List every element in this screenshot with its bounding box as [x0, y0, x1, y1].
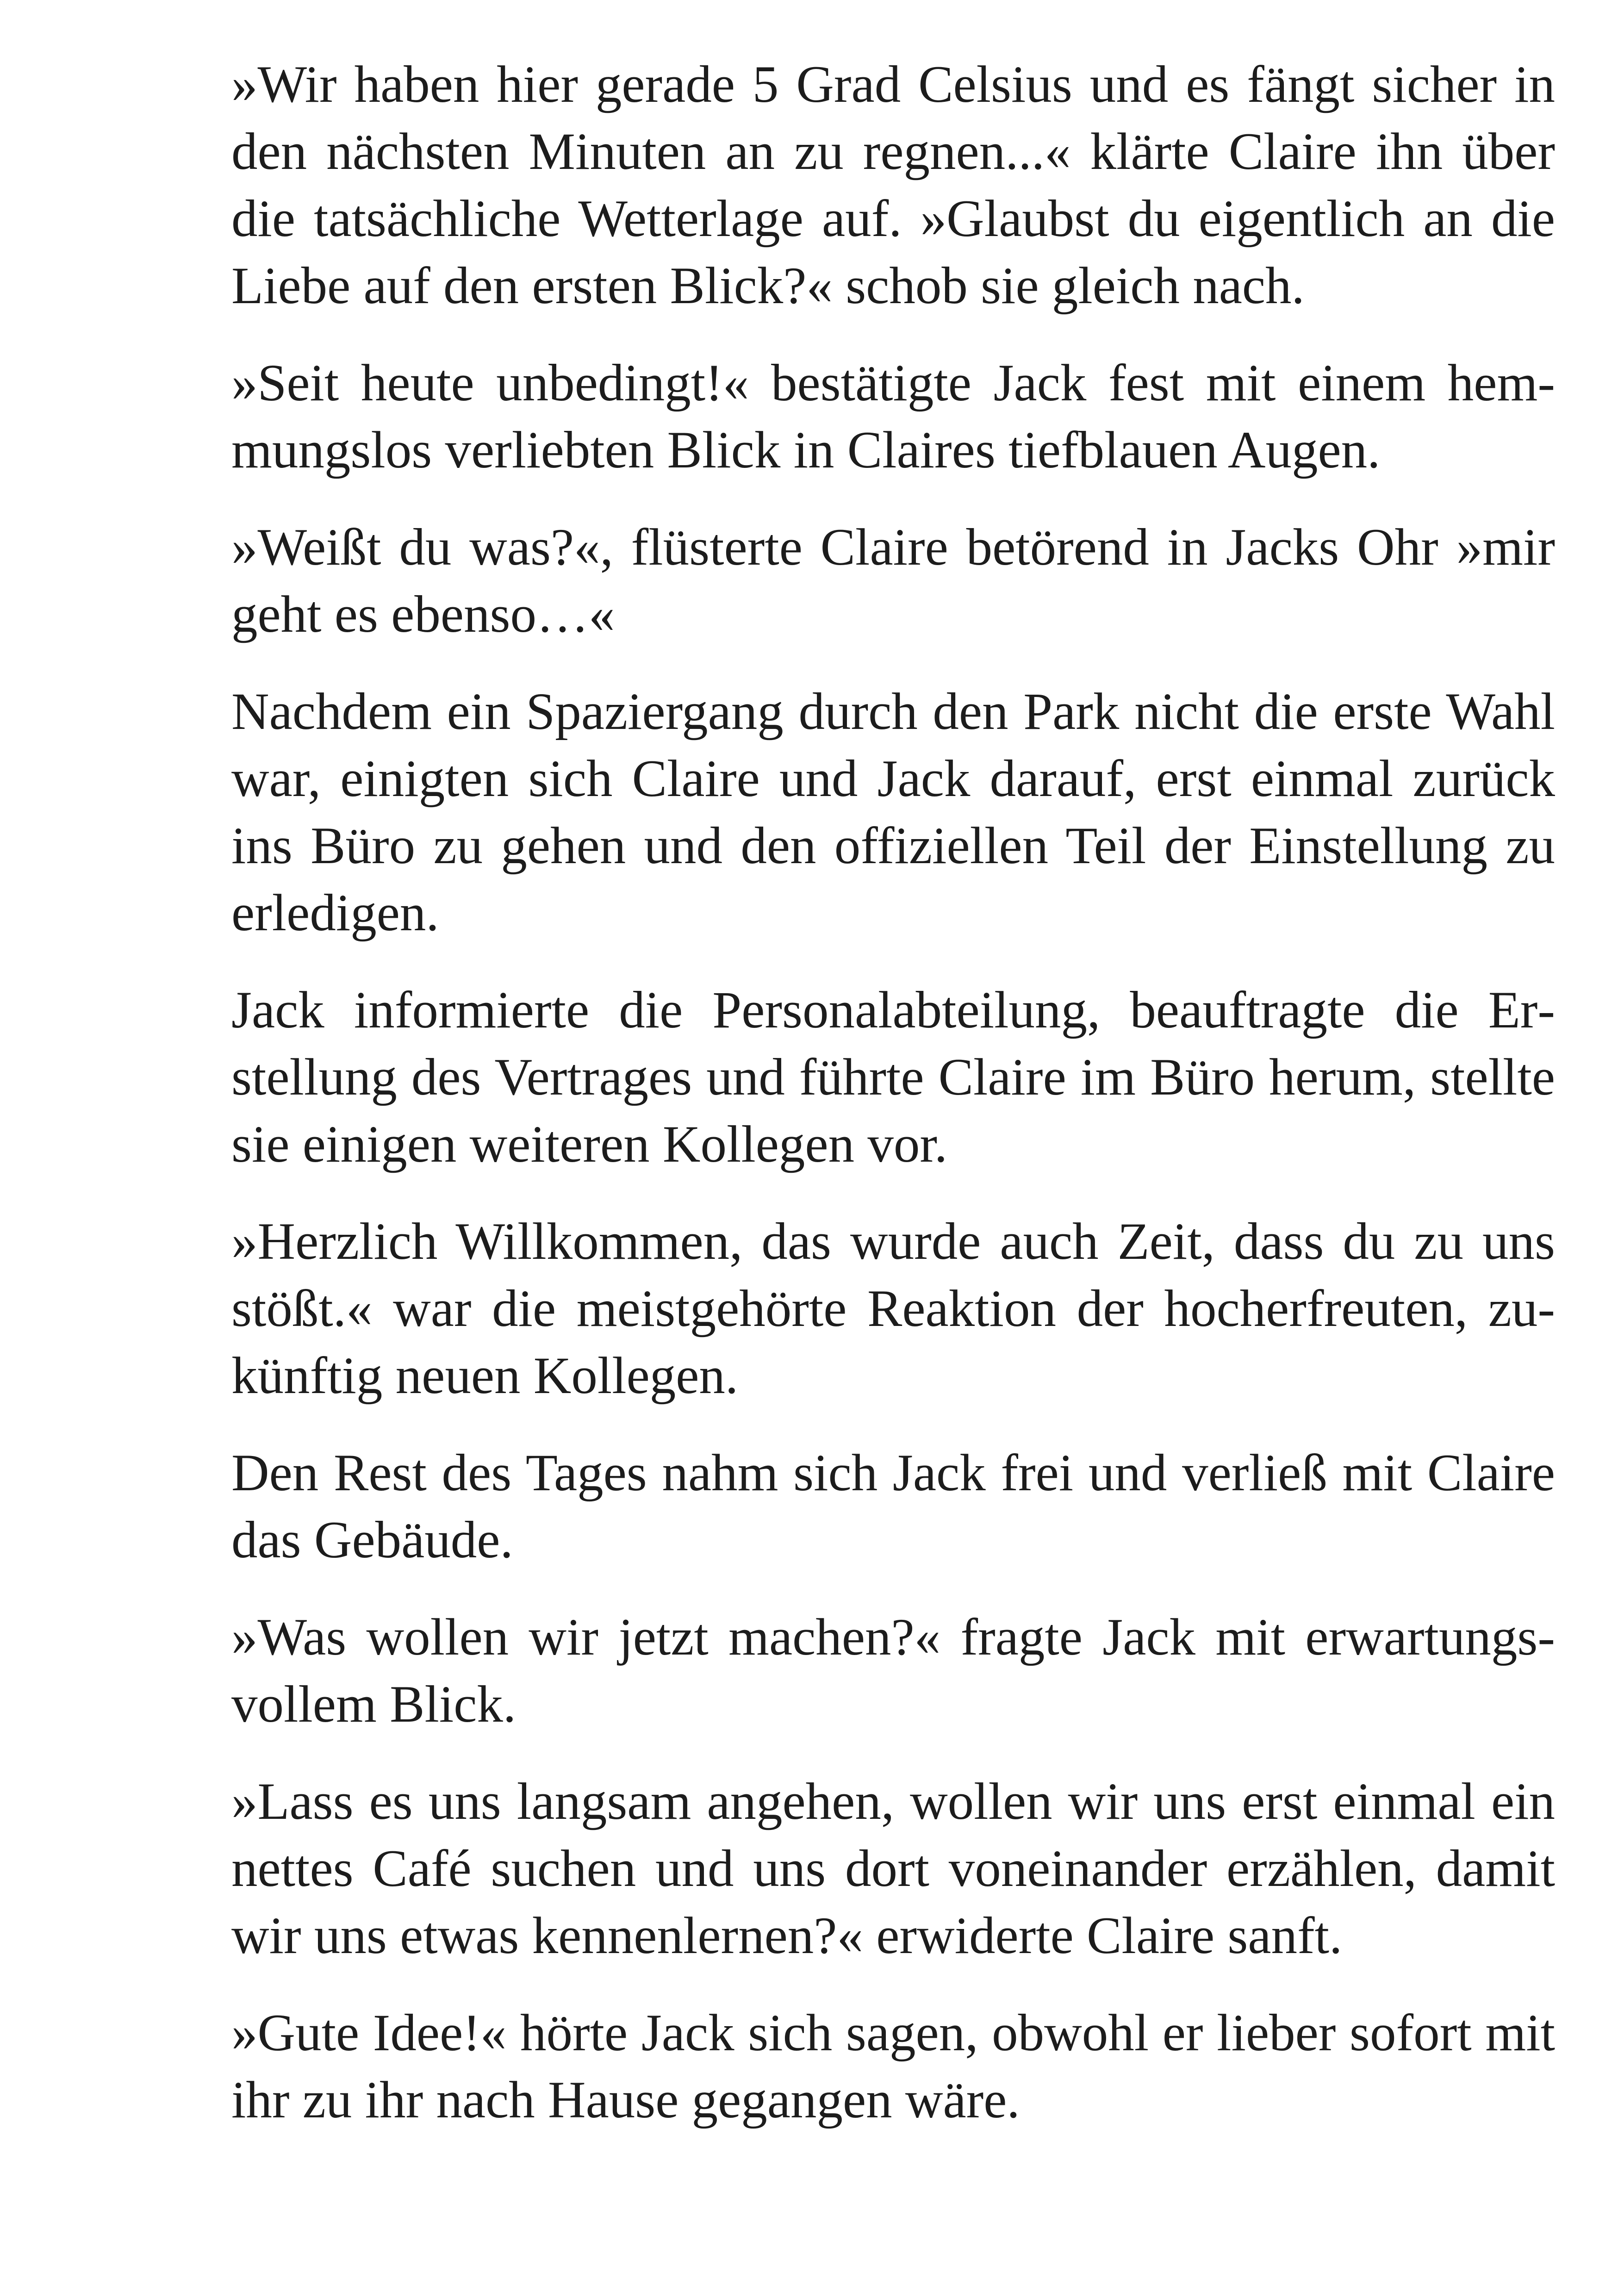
paragraph: »Wir haben hier gerade 5 Grad Celsius und es fängt sicher in den nächsten Minuten an zu regnen...« klärte Claire ihn über die tatsächliche Wetterlage auf. »Glaubst du eigentlich an die Liebe auf den ersten Blick?« schob sie gleich nach.: [231, 56, 1555, 315]
paragraph: »Was wollen wir jetzt machen?« fragte Jack mit erwartungsvollem Blick.: [231, 1608, 1555, 1733]
paragraph: »Lass es uns langsam angehen, wollen wir uns erst einmal ein nettes Café suchen und uns dort voneinander erzählen, damit wir uns etwas kennenlernen?« erwiderte Claire sanft.: [231, 1773, 1555, 1965]
paragraph: »Weißt du was?«, flüsterte Claire betörend in Jacks Ohr »mir geht es ebenso…«: [231, 518, 1555, 643]
paragraph: Jack informierte die Personalabteilung, beauftragte die Erstellung des Vertrages und führte Claire im Büro herum, stellte sie einigen weiteren Kollegen vor.: [231, 981, 1555, 1173]
body-text: [231, 51, 1555, 2134]
paragraph: Nachdem ein Spaziergang durch den Park nicht die erste Wahl war, einigten sich Claire und Jack darauf, erst einmal zurück ins Büro zu gehen und den offiziellen Teil der Einstellung zu erledigen.: [231, 683, 1555, 942]
paragraph: »Gute Idee!« hörte Jack sich sagen, obwohl er lieber sofort mit ihr zu ihr nach Hause gegangen wäre.: [231, 2004, 1555, 2129]
paragraph: »Herzlich Willkommen, das wurde auch Zeit, dass du zu uns stößt.« war die meistgehörte Reaktion der hocherfreuten, zukünftig neuen Kollegen.: [231, 1213, 1555, 1405]
paragraph: Den Rest des Tages nahm sich Jack frei und verließ mit Claire das Gebäude.: [231, 1444, 1555, 1569]
paragraph: »Seit heute unbedingt!« bestätigte Jack fest mit einem hemmungslos verliebten Blick in Claires tiefblauen Augen.: [231, 354, 1555, 479]
